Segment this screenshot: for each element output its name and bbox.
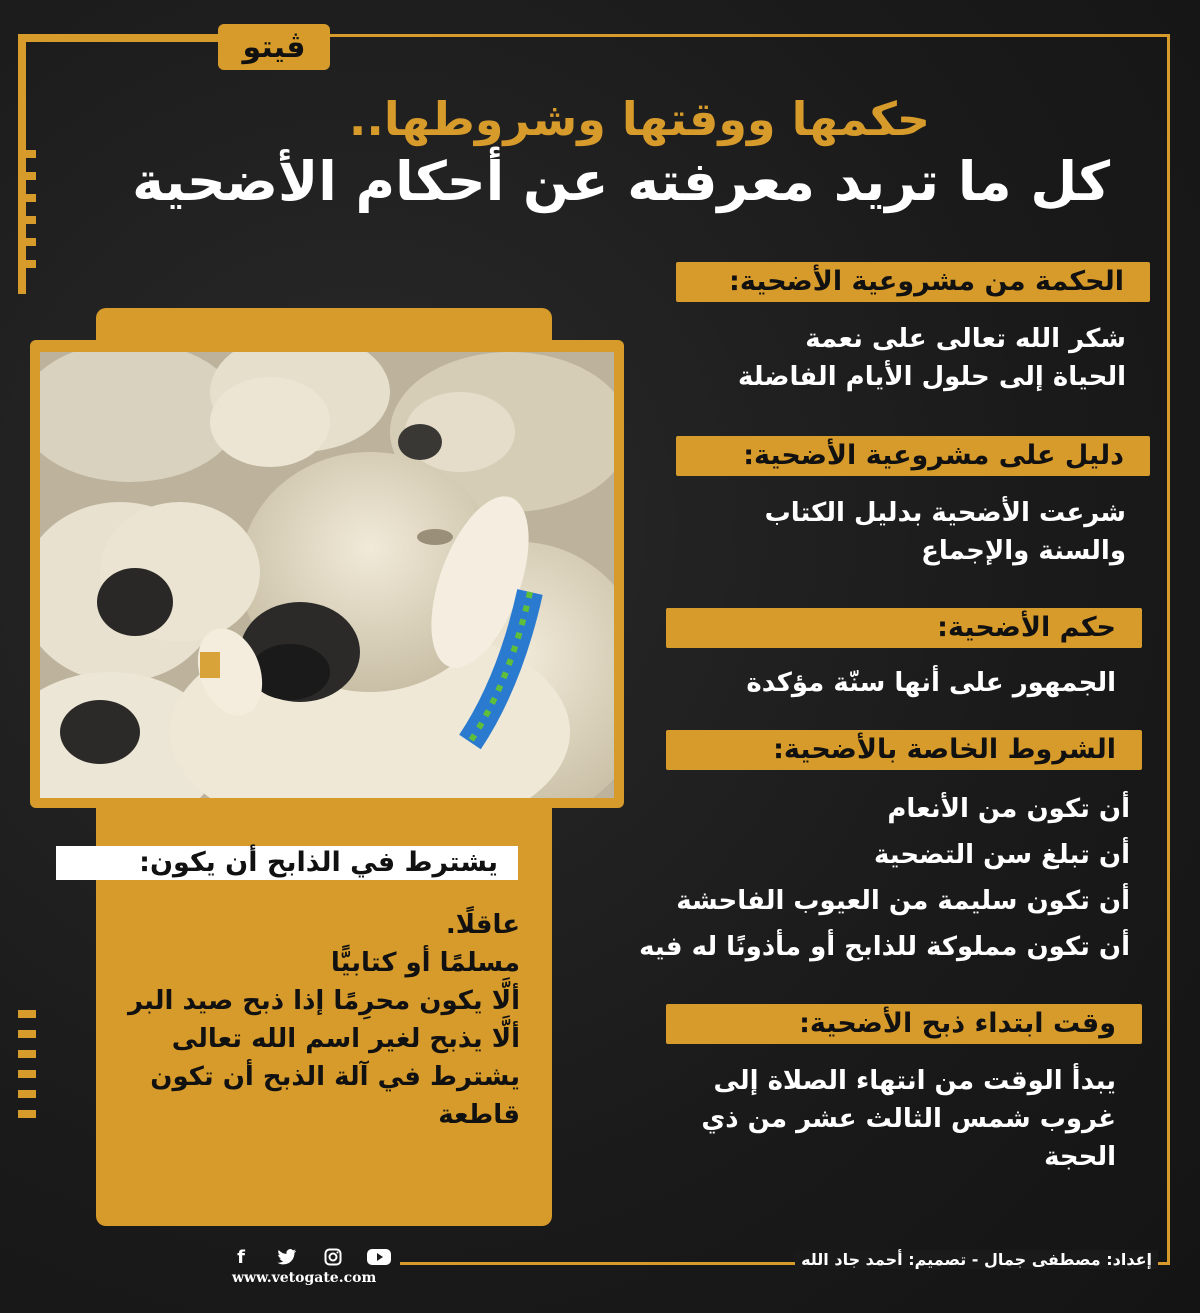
website-link[interactable]: www.vetogate.com <box>232 1270 377 1286</box>
sheep-illustration <box>40 352 614 798</box>
body-line: شرعت الأضحية بدليل الكتاب <box>764 498 1126 528</box>
slaughterer-list <box>100 906 520 1134</box>
list-item: ألَّا يذبح لغير اسم الله تعالى <box>171 1024 520 1054</box>
footer-credit: إعداد: مصطفى جمال - تصميم: أحمد جاد الله <box>795 1250 1158 1269</box>
social-icons <box>226 1244 394 1270</box>
list-item: يشترط في آلة الذبح أن تكون <box>150 1062 520 1092</box>
body-line: شكر الله تعالى على نعمة <box>805 324 1126 354</box>
section-body-evidence <box>765 494 1126 570</box>
logo-text: ڤيتو <box>242 29 306 65</box>
body-line: الحجة <box>1044 1142 1116 1172</box>
body-line: يبدأ الوقت من انتهاء الصلاة إلى <box>713 1066 1116 1096</box>
body-line: أن تكون سليمة من العيوب الفاحشة <box>676 886 1130 916</box>
body-line: الجمهور على أنها سنّة مؤكدة <box>746 668 1116 698</box>
frame-top-bar <box>18 34 218 42</box>
body-line: والسنة والإجماع <box>921 536 1126 566</box>
title-line2: كل ما تريد معرفته عن أحكام الأضحية <box>132 150 1110 213</box>
brand-logo <box>218 24 330 70</box>
section-heading-wisdom: الحكمة من مشروعية الأضحية: <box>676 262 1150 302</box>
section-heading-evidence: دليل على مشروعية الأضحية: <box>676 436 1150 476</box>
slaughterer-heading: يشترط في الذابح أن يكون: <box>56 846 518 880</box>
body-line: الحياة إلى حلول الأيام الفاضلة <box>737 362 1126 392</box>
body-line: أن تبلغ سن التضحية <box>873 840 1130 870</box>
section-heading-ruling: حكم الأضحية: <box>666 608 1142 648</box>
facebook-icon[interactable]: f <box>237 1246 245 1268</box>
list-item: ألَّا يكون محرِمًا إذا ذبح صيد البر <box>127 986 520 1016</box>
sheep-photo <box>40 352 614 798</box>
instagram-icon[interactable] <box>318 1244 348 1270</box>
list-item: مسلمًا أو كتابيًّا <box>330 948 520 978</box>
list-item: عاقلًا. <box>445 910 520 940</box>
section-body-ruling <box>746 664 1116 702</box>
body-line: أن تكون من الأنعام <box>887 794 1130 824</box>
frame-ticks-left-bottom <box>18 1010 36 1130</box>
section-body-time <box>701 1062 1116 1176</box>
frame-ticks-left-top <box>18 150 36 282</box>
body-line: أن تكون مملوكة للذابح أو مأذونًا له فيه <box>639 932 1130 962</box>
title-line1: حكمها ووقتها وشروطها.. <box>348 92 930 146</box>
section-heading-time: وقت ابتداء ذبح الأضحية: <box>666 1004 1142 1044</box>
body-line: غروب شمس الثالث عشر من ذي <box>701 1104 1116 1134</box>
frame-right-line <box>1167 34 1170 1264</box>
frame-top-line <box>330 34 1170 37</box>
section-body-conditions <box>639 786 1130 970</box>
twitter-icon[interactable] <box>272 1244 302 1270</box>
section-body-wisdom <box>738 320 1126 396</box>
section-heading-conditions: الشروط الخاصة بالأضحية: <box>666 730 1142 770</box>
list-item: قاطعة <box>438 1100 520 1130</box>
youtube-icon[interactable] <box>364 1244 394 1270</box>
